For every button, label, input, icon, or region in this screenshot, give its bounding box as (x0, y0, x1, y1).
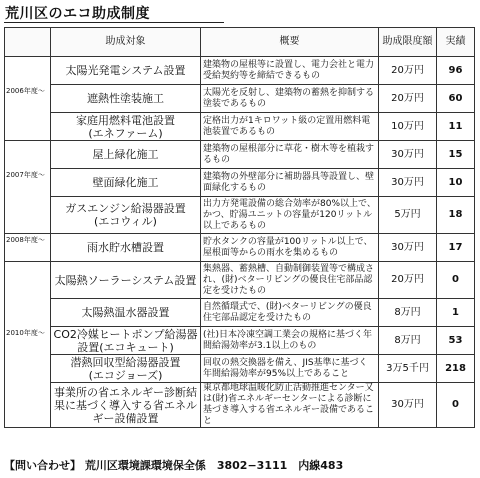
era-label: 2008年度～ (6, 236, 45, 244)
era-cell (5, 234, 51, 262)
header-era (5, 28, 51, 57)
row-summary: 建築物の屋根等に設置し、電力会社と電力受給契約等を締結できるもの (201, 57, 379, 85)
row-system: 事業所の省エネルギー診断結果に基づく導入する省エネルギー設備設置 (51, 383, 201, 428)
table-row (5, 197, 475, 234)
row-system: 太陽熱温水器設置 (51, 299, 201, 327)
row-count: 18 (437, 197, 475, 234)
row-count: 1 (437, 299, 475, 327)
row-system: 潜熱回収型給湯器設置 (エコジョーズ) (51, 355, 201, 383)
era-cell (5, 327, 51, 355)
row-summary: 自然循環式で、(財)ベターリビングの優良住宅部品認定を受けたもの (201, 299, 379, 327)
row-count: 53 (437, 327, 475, 355)
row-limit: 20万円 (379, 57, 437, 85)
row-limit: 30万円 (379, 383, 437, 428)
era-cell (5, 169, 51, 197)
row-summary: 東京都地球温暖化防止活動推進センター又は(財)省エネルギーセンターによる診断に基づき導入する省エネルギー設備であること (201, 383, 379, 428)
era-cell (5, 383, 51, 428)
row-limit: 20万円 (379, 85, 437, 113)
row-system: 家庭用燃料電池設置 (エネファーム) (51, 113, 201, 141)
header-count: 実績 (437, 28, 475, 57)
contact-info: 【問い合わせ】 荒川区環境課環境保全係 3802−3111 内線483 (4, 459, 344, 472)
row-summary: 建築物の屋根部分に草花・樹木等を植栽するもの (201, 141, 379, 169)
row-summary: 出力方発電設備の総合効率が80%以上で、かつ、貯湯ユニットの容量が120リットル以上であるもの (201, 197, 379, 234)
era-cell (5, 141, 51, 169)
row-system: CO2冷媒ヒートポンプ給湯器設置(エコキュート) (51, 327, 201, 355)
row-limit: 10万円 (379, 113, 437, 141)
subsidy-table (4, 27, 475, 428)
row-summary: 定格出力が1キロワット級の定置用燃料電池装置であるもの (201, 113, 379, 141)
row-summary: 回収の熱交換器を備え、JIS基準に基づく年間給湯効率が95%以上であること (201, 355, 379, 383)
table-row (5, 355, 475, 383)
row-count: 0 (437, 383, 475, 428)
row-summary: 建築物の外壁部分に補助器具等設置し、壁面緑化するもの (201, 169, 379, 197)
row-count: 0 (437, 262, 475, 299)
header-system: 助成対象 (51, 28, 201, 57)
table-row (5, 169, 475, 197)
era-cell (5, 113, 51, 141)
row-count: 17 (437, 234, 475, 262)
table-row (5, 262, 475, 299)
row-summary: 貯水タンクの容量が100リットル以上で、屋根面等からの雨水を集めるもの (201, 234, 379, 262)
row-count: 60 (437, 85, 475, 113)
row-limit: 8万円 (379, 299, 437, 327)
row-limit: 5万円 (379, 197, 437, 234)
row-system: ガスエンジン給湯器設置 (エコウィル) (51, 197, 201, 234)
era-cell (5, 57, 51, 85)
era-label: 2010年度～ (6, 328, 45, 337)
row-system: 太陽光発電システム設置 (51, 57, 201, 85)
title-underline (4, 22, 224, 23)
table-row (5, 383, 475, 428)
row-limit: 20万円 (379, 262, 437, 299)
row-limit: 3万5千円 (379, 355, 437, 383)
table-row (5, 327, 475, 355)
era-cell (5, 262, 51, 299)
table-row (5, 57, 475, 85)
row-count: 96 (437, 57, 475, 85)
row-system: 遮熱性塗装施工 (51, 85, 201, 113)
row-system: 壁面緑化施工 (51, 169, 201, 197)
era-cell (5, 197, 51, 234)
row-summary: 集熱器、蓄熱槽、自動制御装置等で構成され、(財)ベターリビングの優良住宅部品認定を受けたもの (201, 262, 379, 299)
era-cell (5, 355, 51, 383)
page-title: 荒川区のエコ助成制度 (5, 6, 150, 22)
row-system: 屋上緑化施工 (51, 141, 201, 169)
header-summary: 概要 (201, 28, 379, 57)
table-header-row (5, 28, 475, 57)
row-limit: 8万円 (379, 327, 437, 355)
table-row (5, 234, 475, 262)
table-row (5, 85, 475, 113)
era-cell (5, 299, 51, 327)
row-system: 雨水貯水槽設置 (51, 234, 201, 262)
row-system: 太陽熱ソーラーシステム設置 (51, 262, 201, 299)
row-count: 218 (437, 355, 475, 383)
table-row (5, 113, 475, 141)
row-count: 10 (437, 169, 475, 197)
row-count: 11 (437, 113, 475, 141)
row-count: 15 (437, 141, 475, 169)
row-limit: 30万円 (379, 169, 437, 197)
table-row (5, 141, 475, 169)
table-row (5, 299, 475, 327)
era-label: 2007年度～ (6, 170, 45, 179)
row-limit: 30万円 (379, 234, 437, 262)
era-cell (5, 85, 51, 113)
row-summary: (社)日本冷凍空調工業会の規格に基づく年間給湯効率が3.1以上のもの (201, 327, 379, 355)
row-limit: 30万円 (379, 141, 437, 169)
header-limit: 助成限度額 (379, 28, 437, 57)
era-label: 2006年度～ (6, 86, 45, 95)
row-summary: 太陽光を反射し、建築物の蓄熱を抑制する塗装であるもの (201, 85, 379, 113)
